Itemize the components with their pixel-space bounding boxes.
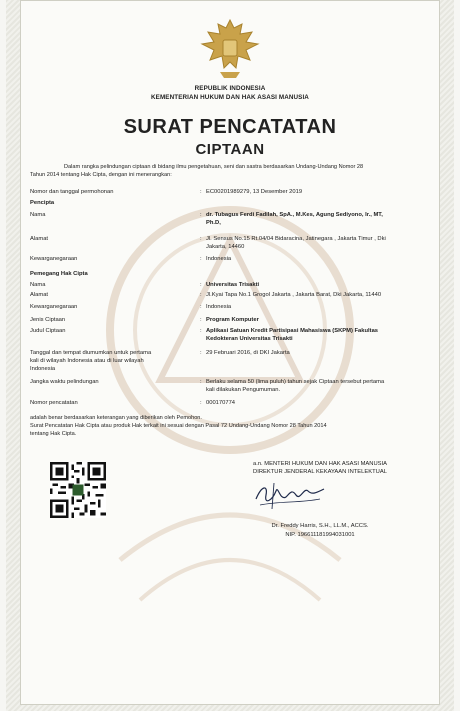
pencipta-nama-2: Ph.D, — [206, 220, 221, 226]
pencipta-alamat-1: Jl. Sensus No.15 Rt.04/04 Bidaracina, Jatinegara , Jakarta Timur , Dki — [206, 236, 386, 242]
jangka-value-2: kali dilakukan Pengumuman. — [206, 387, 281, 393]
closing-line-3: tentang Hak Cipta. — [30, 431, 77, 437]
qr-code-icon — [50, 462, 106, 518]
jenis-label: Jenis Ciptaan — [30, 317, 66, 323]
tanggal-value: 29 Februari 2016, di DKI Jakarta — [206, 350, 290, 356]
registration-value: EC00201989279, 13 Desember 2019 — [206, 189, 303, 195]
colon: : — [200, 189, 202, 195]
pencipta-kewarganegaraan: Indonesia — [206, 256, 232, 262]
closing-line-1: adalah benar berdasarkan keterangan yang diberikan oleh Pemohon. — [30, 415, 202, 421]
intro-line-1: Dalam rangka pelindungan ciptaan di bidang ilmu pengetahuan, seni dan sastra berdasarkan Undang-Undang Nomor 28 — [64, 164, 364, 170]
tanggal-label-1: Tanggal dan tempat diumumkan untuk pertama — [30, 350, 152, 356]
colon: : — [200, 212, 202, 218]
tanggal-label-3: Indonesia — [30, 366, 56, 372]
colon: : — [200, 292, 202, 298]
jenis-ciptaan: Program Komputer — [206, 317, 259, 323]
judul-ciptaan-1: Aplikasi Satuan Kredit Partisipasi Mahasiswa (SKPM) Fakultas — [206, 328, 379, 334]
pemegang-heading: Pemegang Hak Cipta — [30, 271, 88, 277]
jangka-value-1: Berlaku selama 50 (lima puluh) tahun sejak Ciptaan tersebut pertama — [206, 379, 385, 385]
pencipta-nama-1: dr. Tubagus Ferdi Fadilah, SpA., M.Kes, Agung Sediyono, Ir., MT, — [206, 212, 383, 218]
tanggal-label-2: kali di wilayah Indonesia atau di luar wilayah — [30, 358, 144, 364]
nama-label: Nama — [30, 212, 46, 218]
pemegang-kewarganegaraan: Indonesia — [206, 304, 232, 310]
intro-line-2: Tahun 2014 tentang Hak Cipta, dengan ini menerangkan: — [30, 172, 172, 178]
signature-line-1: a.n. MENTERI HUKUM DAN HAK ASASI MANUSIA — [253, 461, 387, 467]
kewarganegaraan-label: Kewarganegaraan — [30, 304, 78, 310]
colon: : — [200, 236, 202, 242]
pemegang-alamat: Jl.Kyai Tapa No.1 Grogol Jakarta , Jakarta Barat, Dki Jakarta, 11440 — [206, 292, 382, 298]
colon: : — [200, 400, 202, 406]
nama-label: Nama — [30, 282, 46, 288]
signatory-name: Dr. Freddy Harris, S.H., LL.M., ACCS. — [271, 523, 369, 529]
ministry-heading: KEMENTERIAN HUKUM DAN HAK ASASI MANUSIA — [151, 94, 309, 101]
judul-ciptaan-2: Kedokteran Universitas Trisakti — [206, 336, 293, 342]
pencipta-alamat-2: Jakarta, 14460 — [206, 244, 245, 250]
document-subtitle: CIPTAAN — [195, 141, 265, 158]
nomor-pencatatan: 000170774 — [206, 400, 236, 406]
colon: : — [200, 328, 202, 334]
pemegang-nama: Universitas Trisakti — [206, 282, 260, 288]
colon: : — [200, 379, 202, 385]
jangka-label: Jangka waktu pelindungan — [30, 379, 99, 385]
nomor-label: Nomor pencatatan — [30, 400, 78, 406]
signatory-nip: NIP. 196611181994031001 — [285, 532, 355, 538]
closing-line-2: Surat Pencatatan Hak Cipta atau produk Hak terkait ini sesuai dengan Pasal 72 Undang-Undang Nomor 28 Tahun 2014 — [30, 423, 327, 429]
kewarganegaraan-label: Kewarganegaraan — [30, 256, 78, 262]
republic-heading: REPUBLIK INDONESIA — [194, 85, 266, 92]
signature-line-2: DIREKTUR JENDERAL KEKAYAAN INTELEKTUAL — [253, 469, 387, 475]
judul-label: Judul Ciptaan — [30, 328, 66, 334]
signature-icon — [250, 479, 330, 513]
pencipta-heading: Pencipta — [30, 200, 55, 206]
colon: : — [200, 350, 202, 356]
document-title: SURAT PENCATATAN — [123, 116, 337, 138]
colon: : — [200, 304, 202, 310]
colon: : — [200, 282, 202, 288]
colon: : — [200, 317, 202, 323]
alamat-label: Alamat — [30, 236, 49, 242]
colon: : — [200, 256, 202, 262]
registration-label: Nomor dan tanggal permohonan — [30, 189, 114, 195]
certificate-content — [30, 0, 430, 705]
alamat-label: Alamat — [30, 292, 49, 298]
